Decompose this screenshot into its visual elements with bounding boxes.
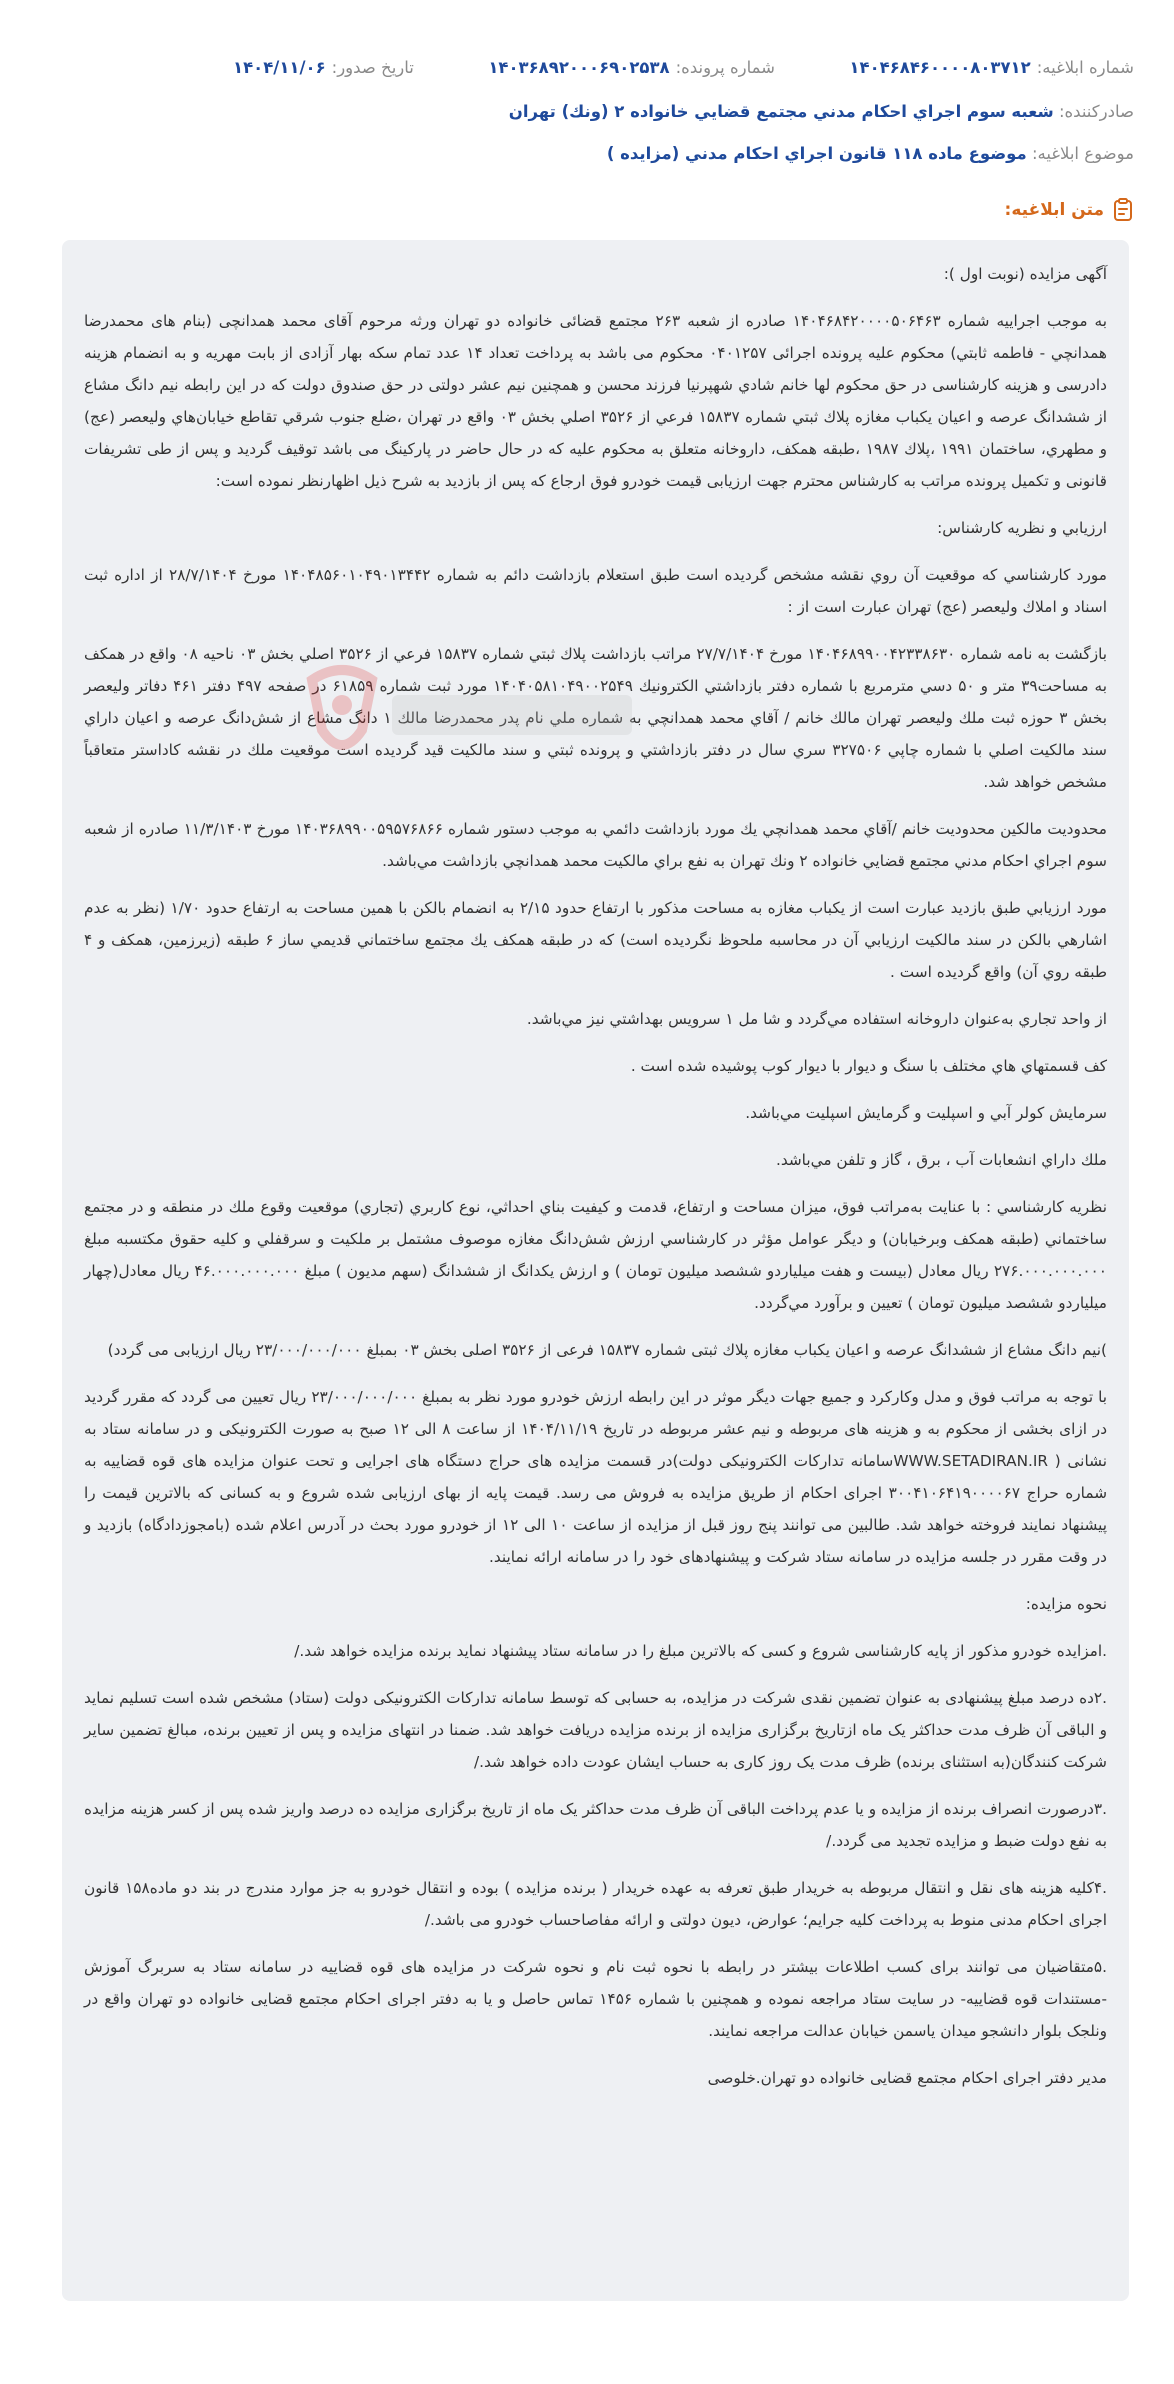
issuer-value: شعبه سوم اجراي احكام مدني مجتمع قضايي خانواده ۲ (ونك) تهران: [508, 102, 1054, 121]
notice-body-panel: [62, 240, 1129, 2301]
meta-row-numbers: [40, 56, 1134, 80]
paragraph-floor: كف قسمتهاي هاي مختلف با سنگ و ديوار با ديوار كوب پوشيده شده است .: [630, 1057, 1107, 1075]
paragraph-auction-method-title: نحوه مزايده:: [1025, 1595, 1107, 1613]
paragraph-evaluation-title: ارزيابي و نظريه كارشناس:: [937, 519, 1107, 537]
subject-label: موضوع ابلاغیه:: [1031, 144, 1134, 163]
paragraph-expert-opinion: نظريه كارشناسي : با عنايت به‌مراتب فوق، ميزان مساحت و ارتفاع، قدمت و كيفيت بناي احداثي، نوع كاربري (تجاري) موقعيت وقوع ملك در منطقه و در مجتمع ساختماني (طبقه همكف وبرخيابان) و ديگر عوامل مؤثر در كارشناسي ارزش شش‌دانگ مغازه موصوف مشتمل بر ملكيت و سرقفلي و كليه حقوق مكتسبه مبلغ ۲۷۶.۰۰۰.۰۰۰.۰۰۰ ريال معادل (بيست و هفت ميلياردو ششصد ميليون تومان ) و ارزش يكدانگ از ششدانگ (سهم مديون ) مبلغ ۴۶.۰۰۰.۰۰۰.۰۰۰ ريال معادل(چهار ميلياردو ششصد ميليون تومان ) تعيين و برآورد مي‌گردد.: [84, 1198, 1107, 1312]
paragraph-restriction: محدوديت مالكين محدوديت خانم /آقاي محمد همدانچي يك مورد بازداشت دائمي به موجب دستور شماره ۱۴۰۳۶۸۹۹۰۰۵۹۵۷۶۸۶۶ مورخ ۱۱/۳/۱۴۰۳ صادره از شعبه سوم اجراي احكام مدني مجتمع قضايي خانواده ۲ ونك تهران به نفع براي مالكيت محمد همدانچي بازداشت مي‌باشد.: [84, 820, 1107, 870]
subject-line: [40, 142, 1134, 166]
paragraph-utilities: ملك داراي انشعابات آب ، برق ، گاز و تلفن مي‌باشد.: [775, 1151, 1107, 1169]
paragraph-rule-5: .۵متقاضيان می توانند برای كسب اطلاعات بيشتر در رابطه با نحوه ثبت نام و نحوه شركت در مزايده های قوه قضاييه در سامانه ستاد به سربرگ آموزش -مستندات قوه قضاييه- در سايت ستاد مراجعه نموده و همچنين با شماره ۱۴۵۶ تماس حاصل و يا به دفتر اجرای احكام مجتمع قضايی خانواده دو تهران واقع در ونلجک بلوار دانشجو ميدان ياسمن خيابان عدالت مراجعه نمايند.: [84, 1958, 1108, 2040]
notice-number-value: ۱۴۰۴۶۸۴۶۰۰۰۰۸۰۳۷۱۲: [849, 58, 1031, 77]
paragraph-evaluation-subject: مورد كارشناسي كه موقعيت آن روي نقشه مشخص گرديده است طبق استعلام بازداشت دائم به شماره ۱۴۰۴۸۵۶۰۱۰۴۹۰۱۳۴۴۲ مورخ ۲۸/۷/۱۴۰۴ از اداره ثبت اسناد و املاك وليعصر (عج) تهران عبارت است از :: [84, 566, 1107, 616]
paragraph-heading: آگهی مزایده (نوبت اول ):: [943, 265, 1107, 283]
notice-number: [849, 56, 1134, 80]
case-number-label: شماره پرونده:: [675, 58, 775, 77]
paragraph-auction-details: با توجه به مراتب فوق و مدل وكاركرد و جميع جهات ديگر موثر در اين رابطه ارزش خودرو مورد نظر به بمبلغ ۲۳/۰۰۰/۰۰۰/۰۰۰ ريال تعيين می گردد كه مقرر گرديد در ازای بخشی از محكوم به و هزينه های مربوطه و نيم عشر مربوطه در تاريخ ۱۴۰۴/۱۱/۱۹ از ساعت ۸ الی ۱۲ صبح به صورت الكترونيكی و در سامانه ستاد به نشانی ( WWW.SETADIRAN.IRسامانه تداركات الكترونيكی دولت)در قسمت مزايده های حراج دستگاه های اجرايی و تحت عنوان مزايده های قوه قضاييه به شماره حراج ۳۰۰۴۱۰۶۴۱۹۰۰۰۰۶۷ اجرای احكام از طريق مزايده به فروش می رسد. قيمت پايه از بهای ارزيابی شده شروع و به كسانی كه بالاترين قيمت را پيشنهاد نمايند فروخته خواهد شد. طالبين می توانند پنج روز قبل از مزايده از ساعت ۱۰ الی ۱۲ از خودرو مورد بحث در آدرس اعلام شده (بامجوزدادگاه) بازديد و در وقت مقرر در جلسه مزايده در سامانه ستاد شركت و پيشنهادهای خود را در سامانه ارائه نمايند.: [84, 1388, 1108, 1566]
paragraph-usage: از واحد تجاري به‌عنوان داروخانه استفاده مي‌گردد و شا مل ۱ سرويس بهداشتي نيز مي‌باشد.: [526, 1010, 1107, 1028]
issue-date-value: ۱۴۰۴/۱۱/۰۶: [233, 58, 326, 77]
paragraph-description: مورد ارزيابي طبق بازديد عبارت است از يكباب مغازه به مساحت مذكور با ارتفاع حدود ۲/۱۵ به انضمام بالكن با همين مساحت به ارتفاع حدود ۱/۷۰ (نظر به عدم اشارهي بالكن در سند مالكيت ارزيابي آن در محاسبه ملحوظ نگرديده است) كه در طبقه همكف يك مجتمع ساختماني قديمي ساز ۶ طبقه (زيرزمين، همكف و ۴ طبقه روي آن) واقع گرديده است .: [84, 899, 1107, 981]
paragraph-rule-2: .۲ده درصد مبلغ پيشنهادی به عنوان تضمين نقدی شركت در مزايده، به حسابی كه توسط سامانه تداركات الكترونيكی دولت (ستاد) مشخص شده است تسليم نمايد و الباقی آن ظرف مدت حداكثر يک ماه ازتاريخ برگزاری مزايده از برنده مزايده دريافت خواهد شد. ضمنا در انتهای مزايده و پس از تعيين برنده، مبالغ تضمين ساير شركت كنندگان(به استثنای برنده) ظرف مدت يک روز كاری به حساب ايشان عودت داده خواهد شد./: [84, 1689, 1107, 1771]
section-title: [1005, 198, 1134, 222]
subject-value: موضوع ماده ۱۱۸ قانون اجراي احكام مدني (مزايده ): [606, 144, 1027, 163]
issue-date-label: تاریخ صدور:: [331, 58, 414, 77]
paragraph-rule-4: .۴كليه هزينه های نقل و انتقال مربوطه به خريدار طبق تعرفه به عهده خريدار ( برنده مزايده ) بوده و انتقال خودرو به جز موارد مندرج در بند دو ماده۱۵۸ قانون اجرای احكام مدنی منوط به پرداخت كليه جرايم؛ عوارض، ديون دولتی و ارائه مفاصاحساب خودرو می باشد./: [84, 1879, 1107, 1929]
paragraph-registry: بازگشت به نامه شماره ۱۴۰۴۶۸۹۹۰۰۴۲۳۳۸۶۳۰ مورخ ۲۷/۷/۱۴۰۴ مراتب بازداشت پلاك ثبتي شماره ۱۵۸۳۷ فرعي از ۳۵۲۶ اصلي بخش ۰۳ ناحيه ۰۸ واقع در همكف به مساحت۳۹ متر و ۵۰ دسي مترمربع با شماره دفتر بازداشتي الكترونيك ۱۴۰۴۰۵۸۱۰۴۹۰۰۲۵۴۹ مورد ثبت شماره ۶۱۸۵۹ در صفحه ۴۹۷ دفتر ۴۶۱ دفاتر وليعصر بخش ۳ حوزه ثبت ملك وليعصر تهران مالك خانم / آقاي محمد همدانچي به شماره ملي نام پدر محمدرضا مالك ۱ دانگ مشاع از شش‌دانگ عرصه و اعيان داراي سند مالكيت اصلي با شماره چاپي ۳۲۷۵۰۶ سري سال در دفتر بازداشتي و پرونده ثبتي و سند مالكيت قيد گرديده است موقعيت ملك در نقشه كاداستر متعاقباً مشخص خواهد شد.: [84, 645, 1108, 791]
case-number-value: ۱۴۰۳۶۸۹۲۰۰۰۶۹۰۲۵۳۸: [488, 58, 670, 77]
issuer-line: [40, 100, 1134, 124]
paragraph-hvac: سرمايش كولر آبي و اسپليت و گرمايش اسپليت مي‌باشد.: [745, 1104, 1107, 1122]
section-title-text: متن ابلاغیه:: [1004, 200, 1104, 220]
paragraph-intro: به موجب اجراييه شماره ۱۴۰۴۶۸۴۲۰۰۰۰۵۰۶۴۶۳ صادره از شعبه ۲۶۳ مجتمع قضائی خانواده دو تهران ورثه مرحوم آقای محمد همدانچی (بنام های محمدرضا همدانچي - فاطمه ثابتي) محكوم عليه پرونده اجرائی ۰۴۰۱۲۵۷ محكوم می باشد به پرداخت تعداد ۱۴ عدد تمام سكه بهار آزادی از بابت مهريه و به انضمام هزينه دادرسی و هزينه كارشناسی در حق محكوم لها خانم شادي شهپرنيا فرزند محسن و همچنين نيم عشر دولتی در حق صندوق دولت كه در اين رابطه نيم دانگ مشاع از ششدانگ عرصه و اعيان يكباب مغازه پلاك ثبتي شماره ۱۵۸۳۷ فرعي از ۳۵۲۶ اصلي بخش ۰۳ واقع در تهران ،ضلع جنوب شرقي تقاطع خيابان‌هاي وليعصر (عج) و مطهري، ساختمان ۱۹۹۱ ،پلاك ۱۹۸۷ ،طبقه همكف، داروخانه متعلق به محكوم عليه كه در حال حاضر در پاركينگ می باشد توقيف گرديد و پس از طی تشريفات قانونی و تكميل پرونده مراتب به كارشناس محترم جهت ارزيابی قيمت خودرو فوق ارجاع كه پس از بازديد به شرح ذيل اظهارنظر نموده است:: [84, 312, 1108, 490]
paragraph-valuation: )نيم دانگ مشاع از ششدانگ عرصه و اعيان يكباب مغازه پلاك ثبتی شماره ۱۵۸۳۷ فرعی از ۳۵۲۶ اصلی بخش ۰۳ بمبلغ ۲۳/۰۰۰/۰۰۰/۰۰۰ ريال ارزيابی می گردد): [107, 1341, 1107, 1359]
document-icon: [1112, 198, 1134, 222]
notice-number-label: شماره ابلاغیه:: [1036, 58, 1134, 77]
case-number: [488, 56, 775, 80]
paragraph-rule-1: .امزايده خودرو مذكور از پايه كارشناسی شروع و كسی كه بالاترين مبلغ را در سامانه ستاد پيشنهاد نمايد برنده مزايده خواهد شد./: [294, 1642, 1107, 1660]
paragraph-signature: مدير دفتر اجرای احكام مجتمع قضايی خانواده دو تهران.خلوصی: [707, 2069, 1107, 2087]
issuer-label: صادرکننده:: [1058, 102, 1134, 121]
paragraph-rule-3: .۳درصورت انصراف برنده از مزايده و يا عدم پرداخت الباقی آن ظرف مدت حداكثر يک ماه از تاريخ برگزاری مزايده ده درصد واريز شده پس از كسر هزينه مزايده به نفع دولت ضبط و مزايده تجديد می گردد./: [84, 1800, 1107, 1850]
issue-date: [233, 56, 414, 80]
